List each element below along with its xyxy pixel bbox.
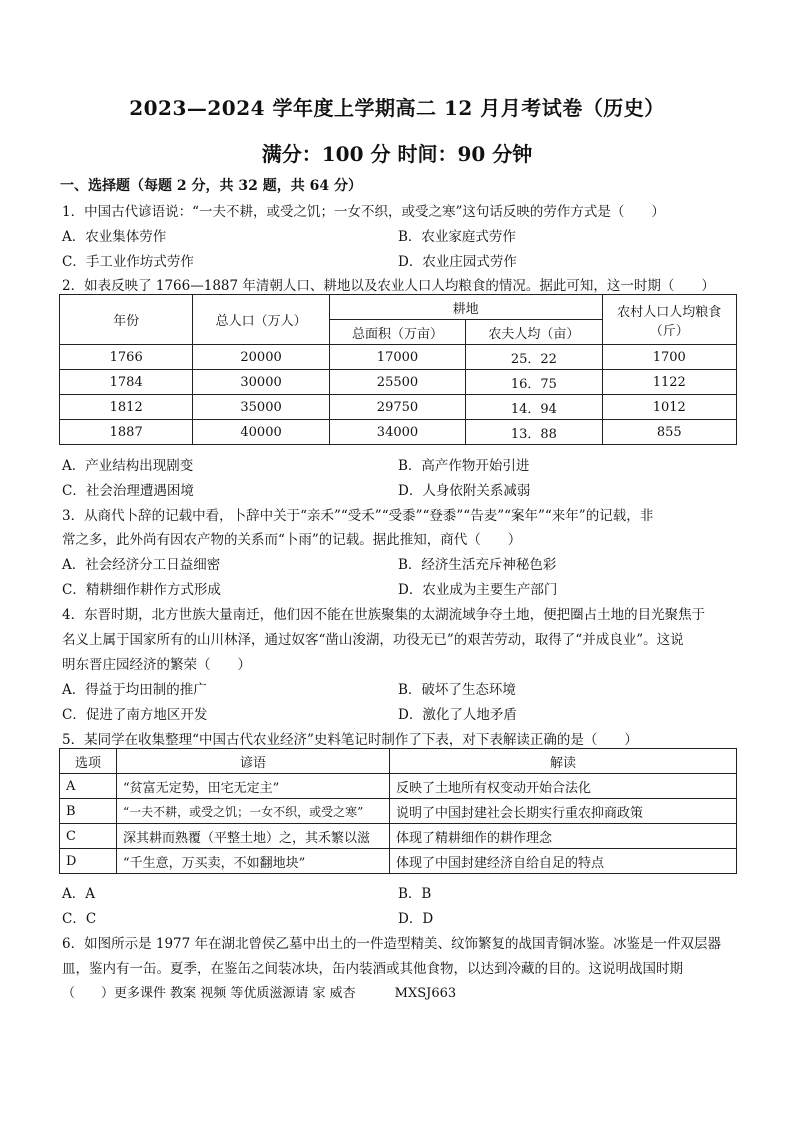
cell-total-area: 17000 xyxy=(329,345,465,370)
question-4-line-1: 4．东晋时期，北方世族大量南迁，他们因不能在世族聚集的太湖流域争夺土地，便把圈占土地的目光聚焦于 xyxy=(62,607,706,623)
q5-option-a: A．A xyxy=(62,886,95,902)
q2-option-c: C．社会治理遭遇困境 xyxy=(62,483,194,499)
cell-area-per-farmer: 14．94 xyxy=(466,395,602,420)
q2-option-a: A．产业结构出现剧变 xyxy=(62,458,194,474)
header-proverb: 谚语 xyxy=(117,749,390,774)
cell-option: C xyxy=(60,824,117,849)
q5-option-b: B．B xyxy=(398,886,432,902)
cell-grain: 1012 xyxy=(602,395,736,420)
q2-option-d: D．人身依附关系减弱 xyxy=(398,483,531,499)
cell-year: 1887 xyxy=(60,420,193,445)
table-row xyxy=(60,774,737,799)
header-area-per-farmer: 农夫人均（亩） xyxy=(466,320,602,345)
cell-option: D xyxy=(60,849,117,874)
question-6-line-2: 皿，鉴内有一缶。夏季，在鉴缶之间装冰块，缶内装酒或其他食物，以达到冷藏的目的。这说明战国时期 xyxy=(62,961,683,977)
cell-total-area: 29750 xyxy=(329,395,465,420)
table-header-row xyxy=(60,749,737,774)
section-heading: 一、选择题（每题 2 分，共 32 题，共 64 分） xyxy=(60,178,362,194)
cell-proverb: “贫富无定势，田宅无定主” xyxy=(117,774,390,799)
header-year: 年份 xyxy=(60,295,193,345)
q5-option-d: D．D xyxy=(398,911,434,927)
cell-population: 30000 xyxy=(193,370,329,395)
q4-option-b: B．破坏了生态环境 xyxy=(398,682,516,698)
table-row xyxy=(60,420,737,445)
header-grain-per-capita: 农村人口人均粮食（斤） xyxy=(602,295,736,345)
table-row xyxy=(60,824,737,849)
question-6-line-3: （ ）更多课件 教案 视频 等优质滋源请 家 威杏 MXSJ663 xyxy=(62,986,457,1001)
cell-interpretation: 反映了土地所有权变动开始合法化 xyxy=(390,774,737,799)
cell-interpretation: 体现了精耕细作的耕作理念 xyxy=(390,824,737,849)
question-4-line-2: 名义上属于国家所有的山川林泽，通过奴客“凿山浚湖，功役无已”的艰苦劳动，取得了“并成良业”。这说 xyxy=(62,632,684,648)
header-option: 选项 xyxy=(60,749,117,774)
q4-option-d: D．激化了人地矛盾 xyxy=(398,707,517,723)
q1-option-c: C．手工业作坊式劳作 xyxy=(62,254,194,270)
cell-year: 1812 xyxy=(60,395,193,420)
cell-option: B xyxy=(60,799,117,824)
question-1-stem: 1．中国古代谚语说：“一夫不耕，或受之饥；一女不织，或受之寒”这句话反映的劳作方式是（ ） xyxy=(62,204,665,220)
page-subtitle: 满分：100 分 时间：90 分钟 xyxy=(261,142,533,166)
table-header-row xyxy=(60,295,737,320)
q3-option-a: A．社会经济分工日益细密 xyxy=(62,557,221,573)
cell-total-area: 25500 xyxy=(329,370,465,395)
cell-area-per-farmer: 13．88 xyxy=(466,420,602,445)
cell-interpretation: 体现了中国封建经济自给自足的特点 xyxy=(390,849,737,874)
q1-option-a: A．农业集体劳作 xyxy=(62,229,167,245)
cell-area-per-farmer: 25．22 xyxy=(466,345,602,370)
proverb-table xyxy=(59,748,737,874)
table-row xyxy=(60,849,737,874)
q1-option-d: D．农业庄园式劳作 xyxy=(398,254,517,270)
cell-total-area: 34000 xyxy=(329,420,465,445)
cell-population: 20000 xyxy=(193,345,329,370)
cell-grain: 1700 xyxy=(602,345,736,370)
cell-option: A xyxy=(60,774,117,799)
cell-year: 1784 xyxy=(60,370,193,395)
cell-grain: 1122 xyxy=(602,370,736,395)
q4-option-c: C．促进了南方地区开发 xyxy=(62,707,208,723)
table-row xyxy=(60,345,737,370)
header-total-area: 总面积（万亩） xyxy=(329,320,465,345)
q3-option-d: D．农业成为主要生产部门 xyxy=(398,582,558,598)
question-6-line-1: 6．如图所示是 1977 年在湖北曾侯乙墓中出土的一件造型精美、纹饰繁复的战国青铜冰鉴。冰鉴是一件双层器 xyxy=(62,936,722,952)
table-row xyxy=(60,395,737,420)
cell-proverb: 深其耕而熟覆（平整土地）之，其禾繁以滋 xyxy=(117,824,390,849)
table-row xyxy=(60,370,737,395)
question-4-line-3: 明东晋庄园经济的繁荣（ ） xyxy=(62,657,251,673)
question-2-stem: 2．如表反映了 1766—1887 年清朝人口、耕地以及农业人口人均粮食的情况。据此可知，这一时期（ ） xyxy=(62,278,715,294)
question-5-stem: 5．某同学在收集整理“中国古代农业经济”史料笔记时制作了下表，对下表解读正确的是（ ） xyxy=(62,732,638,748)
table-row xyxy=(60,799,737,824)
q4-option-a: A．得益于均田制的推广 xyxy=(62,682,207,698)
header-population: 总人口（万人） xyxy=(193,295,329,345)
page-title: 2023—2024 学年度上学期高二 12 月月考试卷（历史） xyxy=(129,96,665,120)
cell-proverb: “千生意，万买卖，不如翻地块” xyxy=(117,849,390,874)
q3-option-c: C．精耕细作耕作方式形成 xyxy=(62,582,221,598)
cell-proverb: “一夫不耕，或受之饥；一女不织，或受之寒” xyxy=(117,799,390,824)
cell-population: 40000 xyxy=(193,420,329,445)
cell-interpretation: 说明了中国封建社会长期实行重农抑商政策 xyxy=(390,799,737,824)
header-farmland: 耕地 xyxy=(329,295,602,320)
population-land-table xyxy=(59,294,737,445)
question-3-line-1: 3．从商代卜辞的记载中看，卜辞中关于“亲禾”“受禾”“受黍”“登黍”“告麦”“案年”“来年”的记载，非 xyxy=(62,508,654,524)
q1-option-b: B．农业家庭式劳作 xyxy=(398,229,516,245)
cell-grain: 855 xyxy=(602,420,736,445)
header-interpretation: 解读 xyxy=(390,749,737,774)
q5-option-c: C．C xyxy=(62,911,97,927)
cell-area-per-farmer: 16．75 xyxy=(466,370,602,395)
question-3-line-2: 常之多，此外尚有因农产物的关系而“卜雨”的记载。据此推知，商代（ ） xyxy=(62,532,522,548)
q2-option-b: B．高产作物开始引进 xyxy=(398,458,530,474)
cell-year: 1766 xyxy=(60,345,193,370)
q3-option-b: B．经济生活充斥神秘色彩 xyxy=(398,557,557,573)
cell-population: 35000 xyxy=(193,395,329,420)
